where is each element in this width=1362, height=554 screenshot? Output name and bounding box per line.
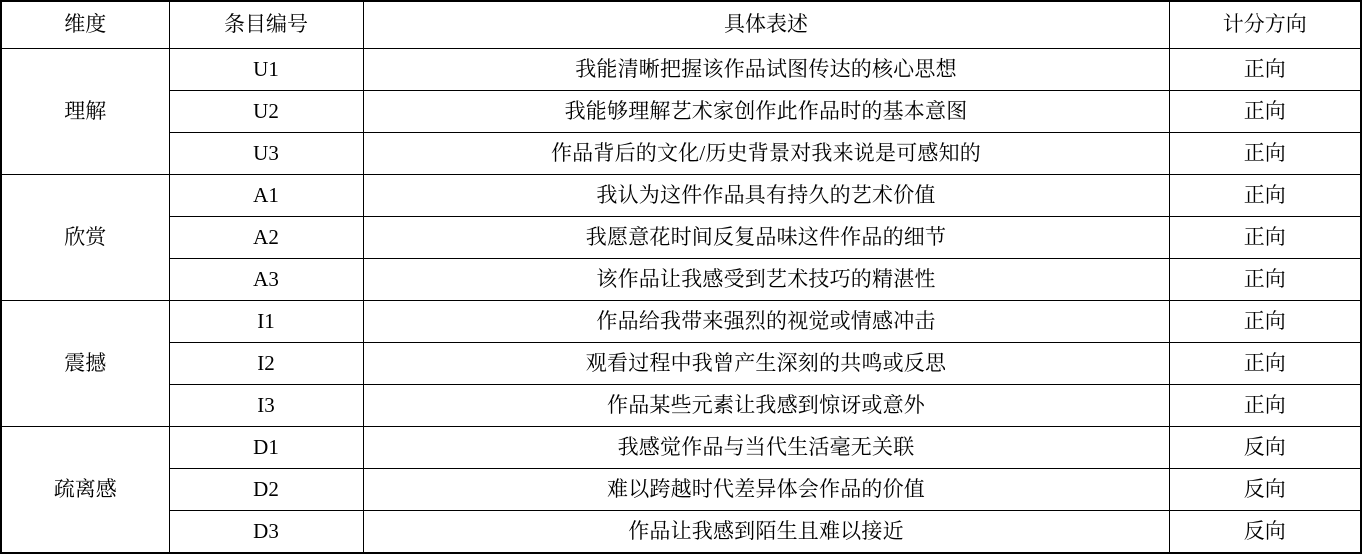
item-id-cell: A2	[169, 217, 363, 259]
table-row	[1, 133, 1361, 175]
item-id-cell: U1	[169, 49, 363, 91]
table-row	[1, 175, 1361, 217]
statement-cell: 作品背后的文化/历史背景对我来说是可感知的	[363, 133, 1169, 175]
statement-cell: 我认为这件作品具有持久的艺术价值	[363, 175, 1169, 217]
item-id-cell: D3	[169, 511, 363, 554]
statement-cell: 作品让我感到陌生且难以接近	[363, 511, 1169, 554]
table-body	[1, 49, 1361, 554]
direction-cell: 反向	[1169, 511, 1361, 554]
table-header	[1, 1, 1361, 49]
item-id-cell: I2	[169, 343, 363, 385]
table-row	[1, 259, 1361, 301]
statement-cell: 作品给我带来强烈的视觉或情感冲击	[363, 301, 1169, 343]
table-row	[1, 511, 1361, 554]
item-id-cell: U3	[169, 133, 363, 175]
table-row	[1, 385, 1361, 427]
direction-cell: 正向	[1169, 49, 1361, 91]
table-row	[1, 343, 1361, 385]
item-id-cell: I3	[169, 385, 363, 427]
item-id-cell: I1	[169, 301, 363, 343]
item-id-cell: D2	[169, 469, 363, 511]
table-row	[1, 49, 1361, 91]
direction-cell: 正向	[1169, 91, 1361, 133]
statement-cell: 作品某些元素让我感到惊讶或意外	[363, 385, 1169, 427]
item-id-cell: A1	[169, 175, 363, 217]
direction-cell: 正向	[1169, 385, 1361, 427]
statement-cell: 观看过程中我曾产生深刻的共鸣或反思	[363, 343, 1169, 385]
direction-cell: 正向	[1169, 133, 1361, 175]
statement-cell: 我能够理解艺术家创作此作品时的基本意图	[363, 91, 1169, 133]
dimension-cell: 震撼	[1, 301, 169, 427]
header-statement: 具体表述	[363, 1, 1169, 49]
dimension-cell: 理解	[1, 49, 169, 175]
direction-cell: 正向	[1169, 343, 1361, 385]
header-item-id: 条目编号	[169, 1, 363, 49]
statement-cell: 该作品让我感受到艺术技巧的精湛性	[363, 259, 1169, 301]
statement-cell: 我感觉作品与当代生活毫无关联	[363, 427, 1169, 469]
table-row	[1, 301, 1361, 343]
direction-cell: 正向	[1169, 217, 1361, 259]
table-row	[1, 217, 1361, 259]
header-dimension: 维度	[1, 1, 169, 49]
item-id-cell: A3	[169, 259, 363, 301]
direction-cell: 正向	[1169, 259, 1361, 301]
table-row	[1, 91, 1361, 133]
direction-cell: 正向	[1169, 301, 1361, 343]
direction-cell: 反向	[1169, 469, 1361, 511]
header-direction: 计分方向	[1169, 1, 1361, 49]
item-id-cell: U2	[169, 91, 363, 133]
statement-cell: 我愿意花时间反复品味这件作品的细节	[363, 217, 1169, 259]
direction-cell: 正向	[1169, 175, 1361, 217]
direction-cell: 反向	[1169, 427, 1361, 469]
dimension-cell: 疏离感	[1, 427, 169, 554]
table-row	[1, 469, 1361, 511]
dimension-cell: 欣赏	[1, 175, 169, 301]
statement-cell: 我能清晰把握该作品试图传达的核心思想	[363, 49, 1169, 91]
statement-cell: 难以跨越时代差异体会作品的价值	[363, 469, 1169, 511]
header-row	[1, 1, 1361, 49]
item-id-cell: D1	[169, 427, 363, 469]
table-row	[1, 427, 1361, 469]
